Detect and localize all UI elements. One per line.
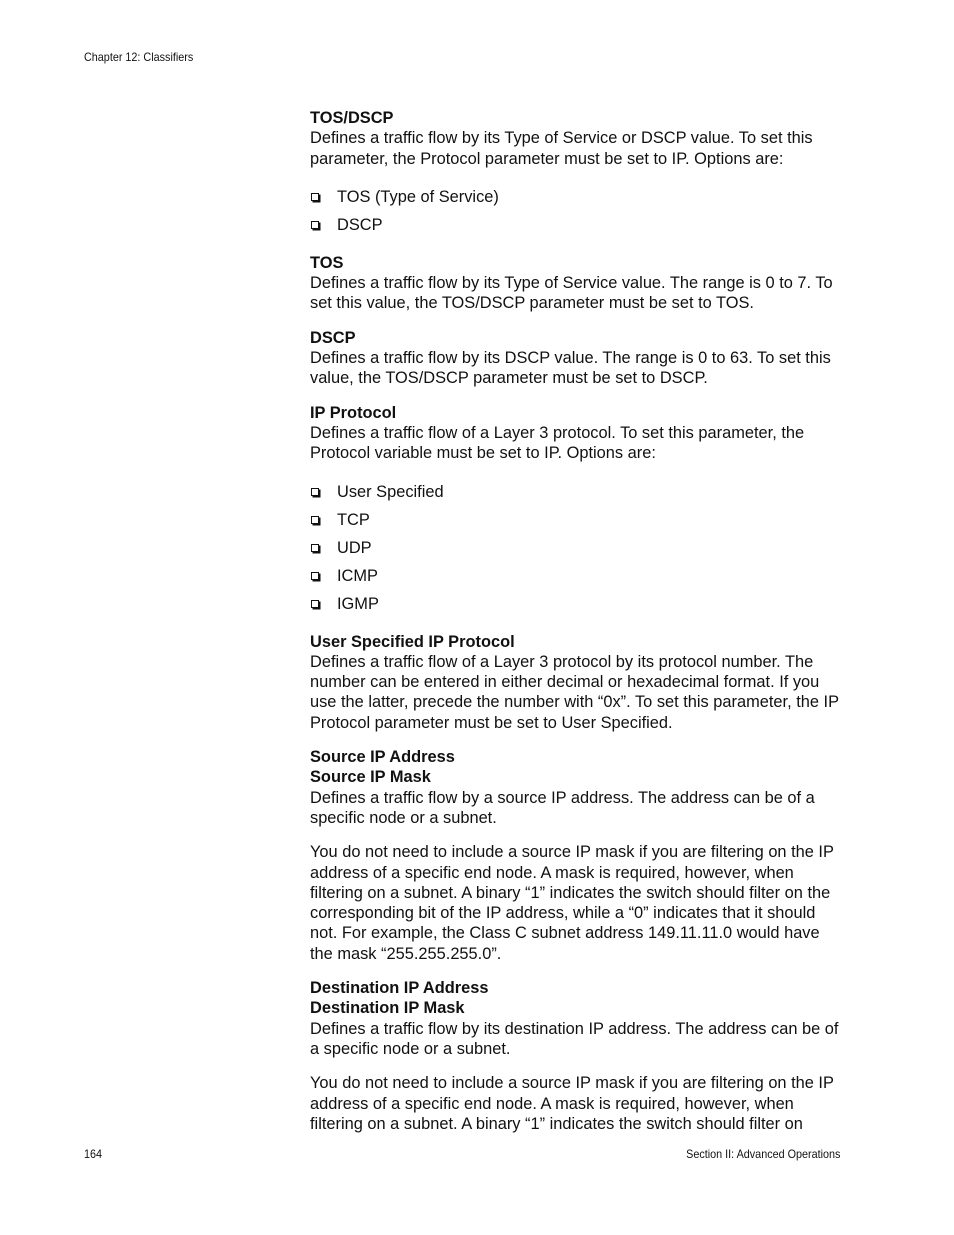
page-number: 164 xyxy=(84,1147,103,1161)
option-label: ICMP xyxy=(337,566,378,585)
list-item xyxy=(310,534,840,562)
tos-dscp-options-list xyxy=(310,183,840,239)
list-item xyxy=(310,506,840,534)
checkbox-bullet-icon xyxy=(311,193,319,201)
checkbox-bullet-icon xyxy=(311,221,319,229)
checkbox-bullet-icon xyxy=(311,572,319,580)
option-label: IGMP xyxy=(337,594,379,613)
option-label: UDP xyxy=(337,538,372,557)
list-item xyxy=(310,562,840,590)
section-body-dscp: Defines a traffic flow by its DSCP value. The range is 0 to 63. To set this value, the TOS/DSCP parameter must be set to DSCP. xyxy=(310,349,831,388)
option-label: TOS (Type of Service) xyxy=(337,187,499,206)
section-title-destination-ip-address: Destination IP Address xyxy=(310,979,489,998)
option-label: DSCP xyxy=(337,215,383,234)
section-footer: Section II: Advanced Operations xyxy=(685,1147,840,1161)
section-body-source-ip: Defines a traffic flow by a source IP address. The address can be of a specific node or a subnet. xyxy=(310,788,815,827)
list-item xyxy=(310,590,840,618)
option-label: User Specified xyxy=(337,482,444,501)
page-content xyxy=(310,108,840,1134)
section-body-ip-protocol: Defines a traffic flow of a Layer 3 protocol. To set this parameter, the Protocol variable must be set to IP. Options are: xyxy=(310,423,805,463)
section-title-tos: TOS xyxy=(310,253,344,272)
checkbox-bullet-icon xyxy=(311,516,319,524)
list-item xyxy=(310,183,840,211)
section-body-destination-ip: Defines a traffic flow by its destination IP address. The address can be of a specific node or a subnet. xyxy=(310,1019,839,1058)
section-body-source-ip-mask: You do not need to include a source IP mask if you are filtering on the IP address of a specific end node. A mask is required, however, when filtering on a subnet. A binary “1” indicates the switch should filter on the corresponding bit of the IP address, while a “0” indicates that it should not. For example, the Class C subnet address 149.11.11.0 would have the mask “255.255.255.0”. xyxy=(310,843,834,963)
section-body-user-specified: Defines a traffic flow of a Layer 3 protocol by its protocol number. The number can be entered in either decimal or hexadecimal format. If you use the latter, precede the number with “0x”. To set this parameter, the IP Protocol parameter must be set to User Specified. xyxy=(310,652,839,732)
checkbox-bullet-icon xyxy=(311,600,319,608)
section-title-tos-dscp: TOS/DSCP xyxy=(310,109,394,127)
option-label: TCP xyxy=(337,510,370,529)
checkbox-bullet-icon xyxy=(311,544,319,552)
section-title-destination-ip-mask: Destination IP Mask xyxy=(310,999,465,1018)
section-body-tos: Defines a traffic flow by its Type of Service value. The range is 0 to 7. To set this value, the TOS/DSCP parameter must be set to TOS. xyxy=(310,274,833,313)
section-body-destination-ip-mask: You do not need to include a source IP mask if you are filtering on the IP address of a specific end node. A mask is required, however, when filtering on a subnet. A binary “1” indicates the switch should filter on xyxy=(310,1074,834,1133)
ip-protocol-options-list xyxy=(310,478,840,618)
checkbox-bullet-icon xyxy=(311,488,319,496)
section-title-source-ip-address: Source IP Address xyxy=(310,748,455,767)
section-title-source-ip-mask: Source IP Mask xyxy=(310,768,431,787)
section-body-tos-dscp: Defines a traffic flow by its Type of Service or DSCP value. To set this parameter, the Protocol parameter must be set to IP. Options are: xyxy=(310,129,813,168)
list-item xyxy=(310,478,840,506)
list-item xyxy=(310,211,840,239)
section-title-user-specified: User Specified IP Protocol xyxy=(310,632,515,651)
section-title-dscp: DSCP xyxy=(310,328,356,347)
section-title-ip-protocol: IP Protocol xyxy=(310,403,397,422)
chapter-header: Chapter 12: Classifiers xyxy=(84,50,194,64)
